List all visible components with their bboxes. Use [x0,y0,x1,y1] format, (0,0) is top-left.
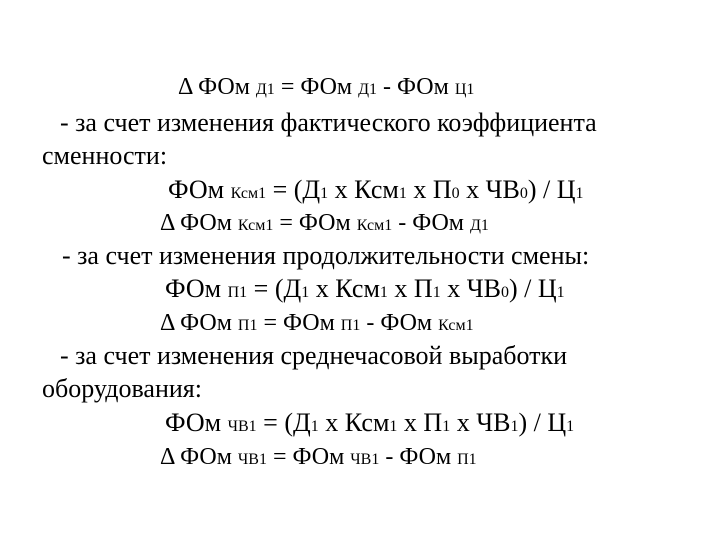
formula-text: х ЧВ [440,274,501,303]
formula-text: Δ ФОм [160,210,238,236]
formula-fom-p1 [165,274,565,308]
formula-delta-fom-chv1 [160,442,477,475]
formula-text: ФОм [165,274,228,303]
formula-text: х Ксм [309,274,380,303]
formula-subscript: Ксм1 [230,185,267,202]
formula-subscript: 0 [500,284,509,301]
section-shift-duration-heading: - за счет изменения продолжительности смены: [62,241,590,270]
formula-subscript: ЧВ1 [227,418,257,435]
formula-subscript: П1 [237,317,258,334]
formula-subscript: Ксм1 [438,317,474,334]
formula-subscript: 1 [301,284,310,301]
formula-text: - ФОм [392,210,470,236]
formula-text: х П [397,408,443,437]
formula-text: = ФОм [266,444,351,470]
formula-text: - ФОм [377,74,455,100]
formula-subscript: Д1 [358,81,378,98]
formula-text: х П [387,274,433,303]
formula-subscript: 1 [432,284,441,301]
section-shift-coefficient-heading-cont: сменности: [42,141,168,170]
formula-text: ФОм [165,408,228,437]
formula-text: х ЧВ [450,408,511,437]
formula-subscript: 0 [451,185,460,202]
formula-subscript: ЧВ1 [350,451,380,468]
formula-text: Δ ФОм [160,444,238,470]
formula-subscript: 0 [519,185,528,202]
formula-subscript: Д1 [469,217,489,234]
formula-subscript: 1 [389,418,398,435]
formula-text: ) / Ц [508,274,557,303]
formula-text: ) / Ц [518,408,567,437]
formula-subscript: Ксм1 [237,217,274,234]
formula-text: ФОм [168,175,231,204]
formula-subscript: 1 [510,418,519,435]
formula-text: х Ксм [328,175,399,204]
formula-fom-chv1 [165,408,574,442]
formula-text: - ФОм [360,310,439,336]
formula-text: = ФОм [274,74,359,100]
formula-text: = (Д [256,408,311,437]
formula-text: = ФОм [273,210,357,236]
formula-subscript: 1 [379,284,388,301]
formula-text: - ФОм [379,444,458,470]
formula-text: = (Д [266,175,321,204]
formula-text: х ЧВ [459,175,520,204]
formula-delta-fom-ksm1 [160,208,489,241]
section-shift-coefficient-heading: - за счет изменения фактического коэффициента [60,108,597,137]
formula-subscript: 1 [310,418,319,435]
formula-text: х Ксм [318,408,390,437]
formula-text: х П [406,175,452,204]
formula-subscript: Д1 [255,81,275,98]
formula-text: = (Д [247,274,302,303]
formula-text: = ФОм [257,310,341,336]
formula-subscript: 1 [320,185,329,202]
formula-subscript: П1 [457,451,477,468]
formula-subscript: 1 [575,185,584,202]
formula-subscript: ЧВ1 [237,451,267,468]
formula-fom-ksm1 [168,175,584,209]
formula-delta-fom-d1 [178,72,474,105]
formula-text: Δ ФОм [160,310,238,336]
formula-delta-fom-p1 [160,308,474,341]
section-hourly-output-heading-cont: оборудования: [42,374,202,403]
formula-subscript: Ксм1 [356,217,393,234]
formula-subscript: Ц1 [454,81,475,98]
formula-subscript: 1 [442,418,451,435]
section-hourly-output-heading: - за счет изменения среднечасовой выработки [60,341,568,370]
formula-subscript: П1 [227,284,248,301]
formula-subscript: 1 [566,418,575,435]
formula-text: ) / Ц [527,175,576,204]
formula-subscript: 1 [556,284,565,301]
formula-subscript: 1 [398,185,407,202]
formula-subscript: П1 [340,317,361,334]
formula-text: Δ ФОм [178,74,256,100]
